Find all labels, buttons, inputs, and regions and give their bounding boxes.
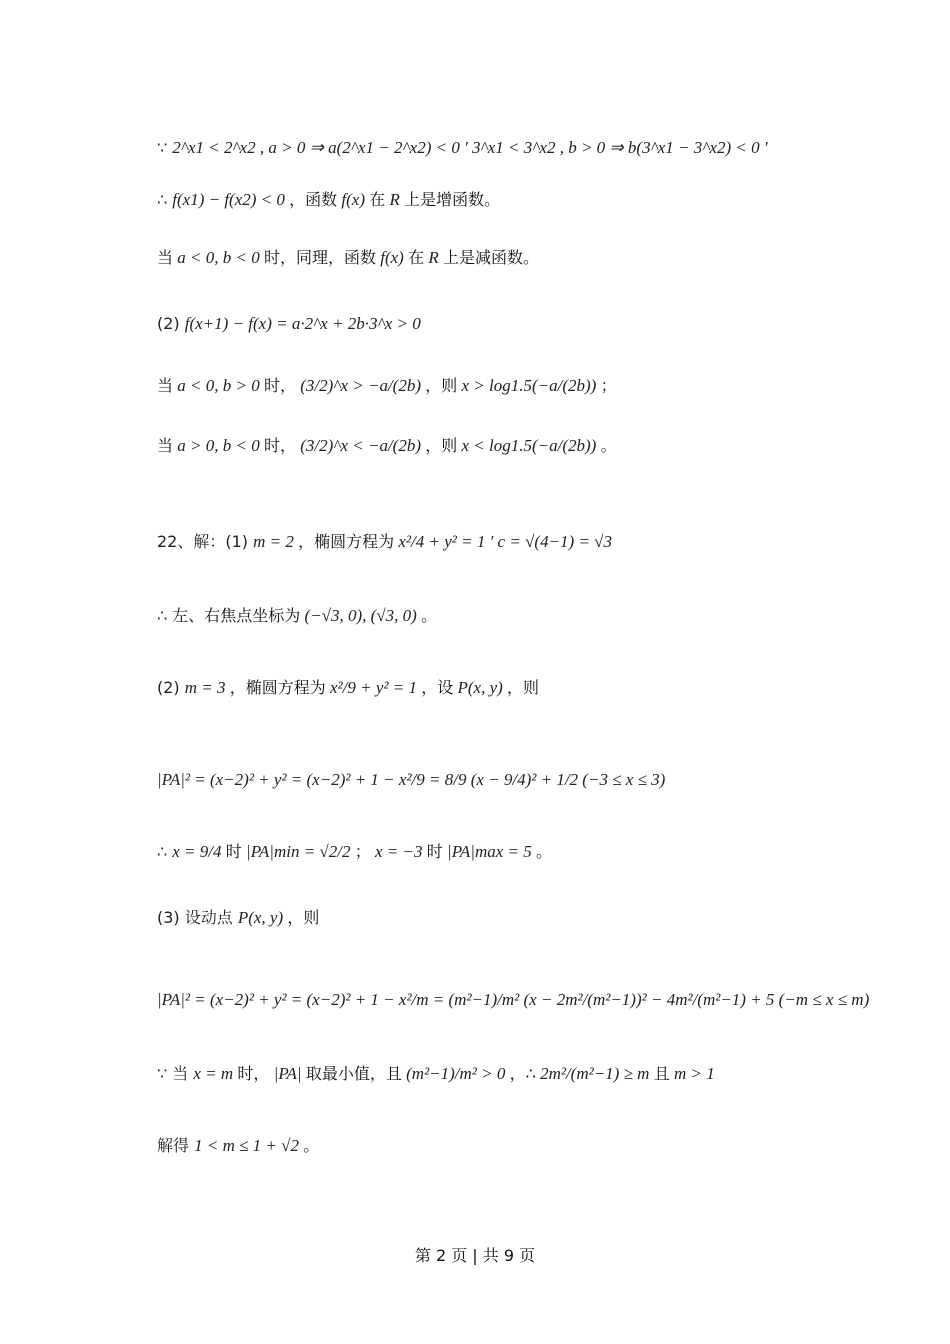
page-footer: 第 2 页 | 共 9 页: [414, 1246, 536, 1265]
math-expression: |PA|: [269, 1064, 306, 1083]
text-segment: ，则: [507, 678, 540, 697]
math-expression: P(x, y): [453, 678, 508, 697]
line-prefix: ∴: [157, 606, 173, 625]
text-segment: 在: [408, 248, 425, 267]
math-expression: x = m: [193, 1064, 238, 1083]
text-segment: ，则: [425, 376, 458, 395]
line-8: [157, 604, 437, 628]
line-prefix: ∴: [157, 842, 173, 861]
math-expression: m = 3: [184, 678, 230, 697]
text-segment: 。: [535, 842, 552, 861]
line-12: [157, 906, 319, 930]
math-expression: (−√3, 0), (√3, 0): [300, 606, 422, 625]
text-segment: 。: [600, 436, 617, 455]
line-3: [157, 246, 539, 270]
line-15: [157, 1134, 319, 1158]
line-prefix: (2): [157, 678, 185, 697]
line-prefix: ∵ 当: [157, 1064, 194, 1083]
text-segment: 在: [369, 190, 386, 209]
line-prefix: ∴: [157, 190, 173, 209]
text-segment: 取最小值，且: [305, 1064, 402, 1083]
text-segment: ，椭圆方程为: [229, 678, 326, 697]
math-expression: x²/4 + y² = 1 ′ c = √(4−1) = √3: [394, 532, 613, 551]
math-expression: 1 < m ≤ 1 + √2: [194, 1136, 304, 1155]
text-segment: 时: [426, 842, 443, 861]
math-expression: x = 9/4: [172, 842, 226, 861]
math-expression: |PA|² = (x−2)² + y² = (x−2)² + 1 − x²/m = (m²−1)/m² (x − 2m²/(m²−1))² − 4m²/(m²−1) + 5 (−m ≤ x ≤ m): [157, 990, 870, 1009]
math-expression: m > 1: [669, 1064, 715, 1083]
line-9: [157, 676, 539, 700]
text-segment: 当: [157, 436, 174, 455]
math-expression: (m²−1)/m² > 0: [401, 1064, 510, 1083]
line-1: [157, 136, 768, 160]
line-11: [157, 840, 552, 864]
math-expression: a < 0, b > 0: [173, 376, 264, 395]
math-expression: f(x): [337, 190, 370, 209]
line-13: [157, 988, 869, 1012]
math-expression: f(x1) − f(x2) < 0: [172, 190, 290, 209]
text-segment: 时，同理，函数: [263, 248, 376, 267]
math-expression: P(x, y): [237, 908, 288, 927]
math-expression: 2m²/(m²−1) ≥ m: [535, 1064, 654, 1083]
text-segment: ；: [600, 376, 617, 395]
line-6: [157, 434, 617, 458]
text-segment: 当: [157, 248, 174, 267]
text-segment: 时: [225, 842, 242, 861]
text-segment: ；: [354, 842, 371, 861]
text-segment: 时，: [263, 436, 296, 455]
text-segment: ，椭圆方程为: [298, 532, 395, 551]
text-segment: 左、右焦点坐标为: [172, 606, 301, 625]
line-prefix: 解得: [157, 1136, 195, 1155]
math-expression: a < 0, b < 0: [173, 248, 264, 267]
line-10: [157, 768, 665, 792]
text-segment: 且: [653, 1064, 670, 1083]
math-expression: |PA|max = 5: [442, 842, 536, 861]
text-segment: 时，: [237, 1064, 270, 1083]
text-segment: ，则: [287, 908, 320, 927]
line-4: [157, 312, 421, 336]
text-segment: 时，: [263, 376, 296, 395]
line-prefix: (3) 设动点: [157, 908, 238, 927]
math-expression: x²/9 + y² = 1: [325, 678, 422, 697]
text-segment: 上是增函数。: [404, 190, 501, 209]
line-prefix: 22、解：(1): [157, 532, 254, 551]
text-segment: ，设: [421, 678, 454, 697]
line-5: [157, 374, 617, 398]
text-segment: 上是减函数。: [442, 248, 539, 267]
math-expression: |PA|min = √2/2: [241, 842, 355, 861]
text-segment: ，∴: [509, 1064, 536, 1083]
math-expression: R: [424, 248, 443, 267]
math-expression: (3/2)^x > −a/(2b): [295, 376, 426, 395]
math-expression: (3/2)^x < −a/(2b): [295, 436, 426, 455]
math-expression: 2^x1 < 2^x2 , a > 0 ⇒ a(2^x1 − 2^x2) < 0 ′ 3^x1 < 3^x2 , b > 0 ⇒ b(3^x1 − 3^x2) < 0 ′: [172, 138, 768, 157]
math-expression: f(x): [375, 248, 409, 267]
line-14: [157, 1062, 715, 1086]
math-expression: a > 0, b < 0: [173, 436, 264, 455]
text-segment: 当: [157, 376, 174, 395]
math-expression: m = 2: [253, 532, 299, 551]
math-expression: f(x+1) − f(x) = a·2^x + 2b·3^x > 0: [184, 314, 421, 333]
math-expression: x < log1.5(−a/(2b)): [457, 436, 601, 455]
math-expression: |PA|² = (x−2)² + y² = (x−2)² + 1 − x²/9 = 8/9 (x − 9/4)² + 1/2 (−3 ≤ x ≤ 3): [157, 770, 666, 789]
line-prefix: (2): [157, 314, 185, 333]
line-2: [157, 188, 500, 212]
math-expression: R: [385, 190, 405, 209]
line-prefix: ∵: [157, 138, 173, 157]
line-7: [157, 530, 612, 554]
text-segment: 。: [303, 1136, 320, 1155]
text-segment: ，则: [425, 436, 458, 455]
math-expression: x > log1.5(−a/(2b)): [457, 376, 601, 395]
text-segment: 。: [421, 606, 438, 625]
text-segment: ，函数: [289, 190, 338, 209]
math-expression: x = −3: [370, 842, 427, 861]
